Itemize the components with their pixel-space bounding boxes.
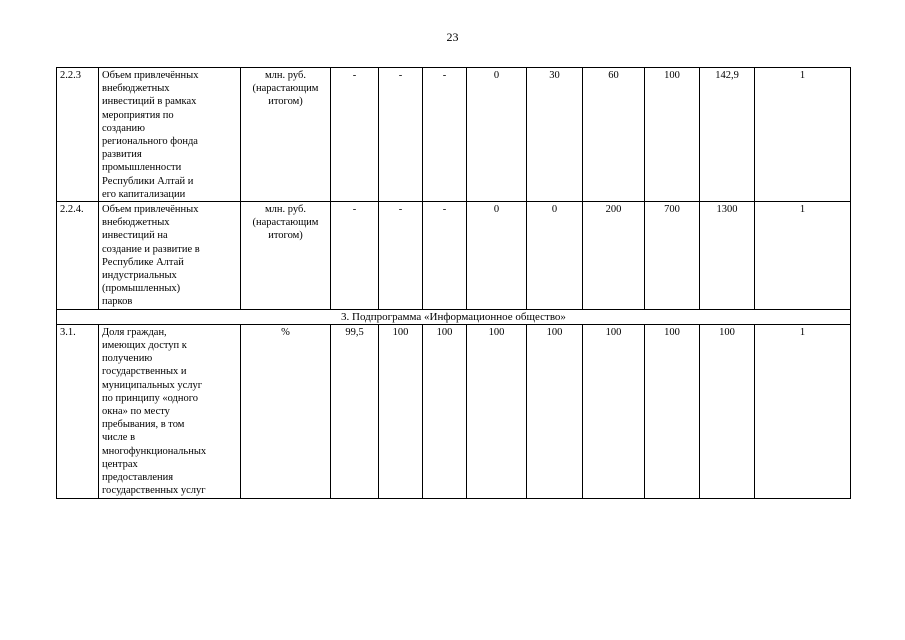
value-cell: 100 <box>423 324 467 498</box>
value-cell: 100 <box>700 324 755 498</box>
indicator-name-line: регионального фонда <box>102 136 198 148</box>
value-cell: 700 <box>645 202 700 310</box>
indicator-name-line: предоставления <box>102 472 174 484</box>
last-column-cell: 1 <box>755 202 851 310</box>
indicator-name-line: государственных услуг <box>102 485 206 497</box>
value-cell: 30 <box>527 68 583 202</box>
indicator-name-line: инвестиций в рамках <box>102 96 197 108</box>
indicator-name-line: Республике Алтай <box>102 256 184 268</box>
indicator-name <box>99 68 241 202</box>
unit-cell: % <box>241 324 331 498</box>
value-cell: 1300 <box>700 202 755 310</box>
indicator-name-line: Объем привлечённых <box>102 204 199 216</box>
value-cell: 200 <box>583 202 645 310</box>
unit-cell: млн. руб. (нарастающим итогом) <box>241 68 331 202</box>
value-cell: 100 <box>645 324 700 498</box>
indicator-name-line: Объем привлечённых <box>102 70 199 81</box>
value-cell: - <box>379 202 423 310</box>
last-column-cell: 1 <box>755 324 851 498</box>
table-row <box>57 202 851 310</box>
table-row <box>57 68 851 202</box>
indicator-name-line: его капитализации <box>102 188 186 200</box>
indicator-name-line: индустриальных <box>102 270 177 282</box>
indicator-name-line: инвестиций на <box>102 230 168 242</box>
indicator-name-line: создание и развитие в <box>102 243 200 255</box>
table-body <box>57 68 851 499</box>
value-cell: 0 <box>527 202 583 310</box>
indicator-name-line: Республики Алтай и <box>102 175 194 187</box>
indicator-name-line: внебюджетных <box>102 217 170 229</box>
indicators-table <box>56 67 851 499</box>
page-number: 23 <box>446 30 459 44</box>
section-row <box>57 309 851 324</box>
indicator-name-line: государственных и <box>102 366 187 378</box>
section-title: 3. Подпрограмма «Информационное общество» <box>57 309 851 324</box>
indicator-name-line: Доля граждан, <box>102 326 167 338</box>
indicator-name-line: имеющих доступ к <box>102 340 187 352</box>
indicator-name-line: промышленности <box>102 162 182 174</box>
table-row <box>57 324 851 498</box>
value-cell: - <box>423 68 467 202</box>
row-number: 3.1. <box>57 324 99 498</box>
value-cell: - <box>331 68 379 202</box>
indicator-name-line: получению <box>102 353 153 365</box>
value-cell: 142,9 <box>700 68 755 202</box>
value-cell: 0 <box>467 68 527 202</box>
indicator-name-line: (промышленных) <box>102 283 181 295</box>
indicator-name-line: центрах <box>102 458 138 470</box>
indicator-name <box>99 324 241 498</box>
value-cell: 60 <box>583 68 645 202</box>
indicator-name-line: пребывания, в том <box>102 419 185 431</box>
indicator-name-line: по принципу «одного <box>102 392 199 404</box>
indicator-name-line: мероприятия по <box>102 109 174 121</box>
value-cell: 100 <box>583 324 645 498</box>
value-cell: 100 <box>467 324 527 498</box>
indicator-name-line: развития <box>102 149 142 161</box>
value-cell: 100 <box>645 68 700 202</box>
value-cell: 100 <box>379 324 423 498</box>
unit-cell: млн. руб. (нарастающим итогом) <box>241 202 331 310</box>
indicator-name-line: муниципальных услуг <box>102 379 203 391</box>
value-cell: - <box>379 68 423 202</box>
indicator-name-line: многофункциональных <box>102 445 207 457</box>
indicator-name <box>99 202 241 310</box>
indicator-name-line: парков <box>102 296 133 308</box>
value-cell: 0 <box>467 202 527 310</box>
indicator-name-line: окна» по месту <box>102 406 170 418</box>
indicator-name-line: числе в <box>102 432 136 444</box>
row-number: 2.2.4. <box>57 202 99 310</box>
value-cell: - <box>423 202 467 310</box>
row-number: 2.2.3 <box>57 68 99 202</box>
last-column-cell: 1 <box>755 68 851 202</box>
value-cell: 99,5 <box>331 324 379 498</box>
indicator-name-line: внебюджетных <box>102 83 170 95</box>
indicator-name-line: созданию <box>102 122 145 134</box>
value-cell: - <box>331 202 379 310</box>
value-cell: 100 <box>527 324 583 498</box>
